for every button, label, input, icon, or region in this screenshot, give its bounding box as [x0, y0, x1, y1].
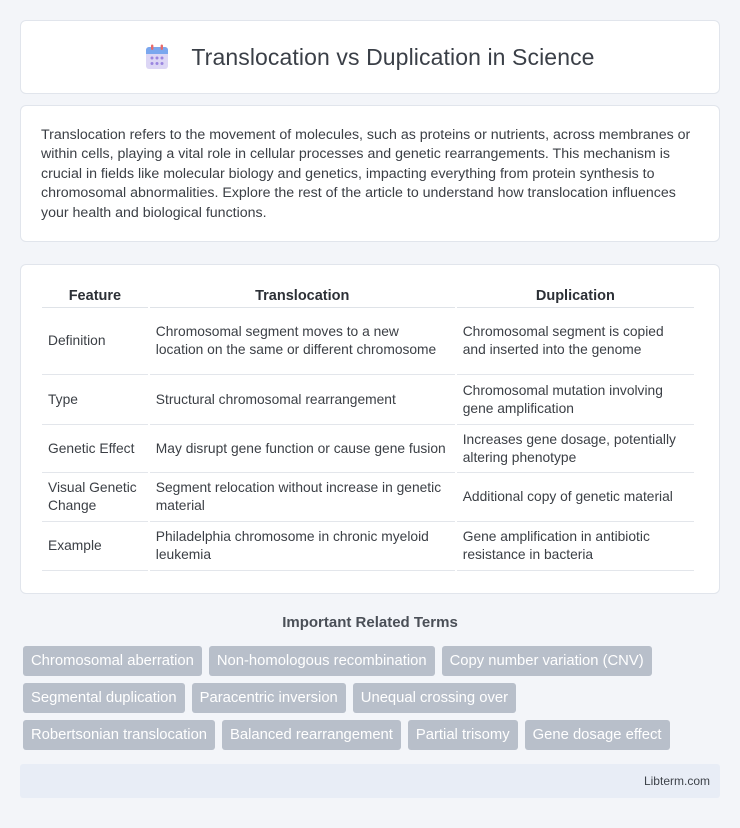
- cell-feature: Genetic Effect: [42, 425, 148, 473]
- table-row: [42, 473, 694, 522]
- related-term-tag[interactable]: Paracentric inversion: [192, 683, 346, 713]
- cell-translocation: Segment relocation without increase in genetic material: [150, 473, 455, 522]
- table-row: [42, 522, 694, 571]
- related-term-tag[interactable]: Copy number variation (CNV): [442, 646, 652, 676]
- cell-translocation: Structural chromosomal rearrangement: [150, 375, 455, 425]
- tag-row: [23, 683, 723, 713]
- header-feature: Feature: [42, 286, 148, 308]
- cell-translocation: May disrupt gene function or cause gene fusion: [150, 425, 455, 473]
- cell-duplication: Additional copy of genetic material: [457, 473, 694, 522]
- intro-text: Translocation refers to the movement of molecules, such as proteins or nutrients, across membranes or within cells, playing a vital role in cellular processes and genetic rearrangements. This mechanism is crucial in fields like molecular biology and genetics, impacting everything from protein synthesis to chromosomal abnormalities. Explore the rest of the article to understand how translocation influences your health and biological functions.: [41, 127, 691, 221]
- cell-feature: Visual Genetic Change: [42, 473, 148, 522]
- related-term-tag[interactable]: Gene dosage effect: [525, 720, 670, 750]
- cell-duplication: Gene amplification in antibiotic resistance in bacteria: [457, 522, 694, 571]
- related-term-tag[interactable]: Robertsonian translocation: [23, 720, 215, 750]
- tag-row: [23, 720, 723, 750]
- footer: [20, 764, 720, 798]
- cell-feature: Definition: [42, 308, 148, 375]
- intro-card: [20, 105, 720, 242]
- page-title: Translocation vs Duplication in Science: [191, 43, 595, 70]
- comparison-card: [20, 264, 720, 594]
- table-row: [42, 425, 694, 473]
- cell-feature: Example: [42, 522, 148, 571]
- cell-translocation: Philadelphia chromosome in chronic myeloid leukemia: [150, 522, 455, 571]
- related-term-tag[interactable]: Segmental duplication: [23, 683, 185, 713]
- header-duplication: Duplication: [457, 286, 694, 308]
- cell-duplication: Increases gene dosage, potentially altering phenotype: [457, 425, 694, 473]
- cell-duplication: Chromosomal mutation involving gene amplification: [457, 375, 694, 425]
- related-terms: [23, 646, 723, 757]
- related-term-tag[interactable]: Chromosomal aberration: [23, 646, 202, 676]
- related-term-tag[interactable]: Non-homologous recombination: [209, 646, 435, 676]
- related-terms-title: Important Related Terms: [282, 614, 458, 631]
- cell-feature: Type: [42, 375, 148, 425]
- comparison-table: [40, 286, 696, 571]
- related-term-tag[interactable]: Unequal crossing over: [353, 683, 516, 713]
- tag-row: [23, 646, 723, 676]
- footer-brand[interactable]: Libterm.com: [643, 774, 710, 788]
- related-term-tag[interactable]: Partial trisomy: [408, 720, 518, 750]
- related-term-tag[interactable]: Balanced rearrangement: [222, 720, 401, 750]
- table-header-row: [42, 286, 694, 308]
- cell-duplication: Chromosomal segment is copied and inserted into the genome: [457, 308, 694, 375]
- table-row: [42, 375, 694, 425]
- cell-translocation: Chromosomal segment moves to a new location on the same or different chromosome: [150, 308, 455, 375]
- header-translocation: Translocation: [150, 286, 455, 308]
- calendar-icon: [145, 44, 169, 70]
- table-row: [42, 308, 694, 375]
- header-card: [20, 20, 720, 94]
